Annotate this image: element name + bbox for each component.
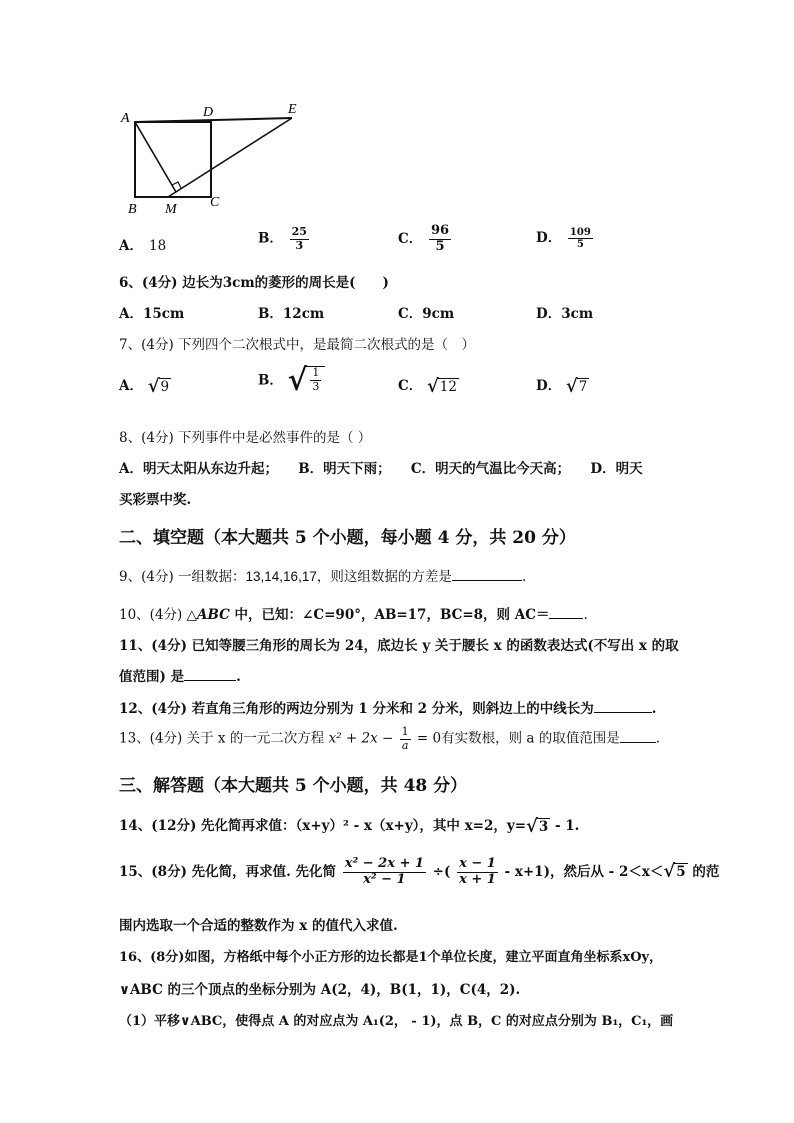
q8-options-line1: A．明天太阳从东边升起； B．明天下雨； C．明天的气温比今天高； D．明天 xyxy=(119,461,643,477)
q16-line2: ∨ABC 的三个顶点的坐标分别为 A(2，4)，B(1，1)，C(4，2). xyxy=(119,982,521,998)
geometry-figure xyxy=(112,96,312,221)
q10-answer-blank[interactable] xyxy=(549,618,583,619)
q14-sqrt: √ 3 xyxy=(526,815,549,837)
q5-option-c: C． $\frac{96}{5}$ xyxy=(398,223,450,254)
q7-option-a: A． √ 9 xyxy=(119,375,170,397)
q6-option-a: A．15cm xyxy=(119,306,185,322)
segment-am xyxy=(135,122,176,192)
q12-answer-blank[interactable] xyxy=(594,712,652,713)
label-d: D xyxy=(203,105,214,120)
section-3-heading: 三、解答题（本大题共 5 个小题，共 48 分） xyxy=(119,776,468,796)
q7-b-sqrt: √ $\frac{1}{3}$ xyxy=(288,366,326,396)
q13-answer-blank[interactable] xyxy=(620,742,656,743)
q15-line2: 围内选取一个合适的整数作为 x 的值代入求值. xyxy=(119,918,398,934)
q8-stem: 8、(4分) 下列事件中是必然事件的是（ ） xyxy=(119,430,372,446)
q7-option-c: C． √ 12 xyxy=(398,375,457,397)
segment-ae xyxy=(135,118,292,122)
label-a: A xyxy=(121,111,130,126)
q7-a-sqrt: √ 9 xyxy=(147,375,170,397)
q8-options-line2: 买彩票中奖. xyxy=(119,492,192,508)
q7-c-sqrt: √ 12 xyxy=(426,375,457,397)
q7-d-sqrt: √ 7 xyxy=(565,375,588,397)
q7-option-b: B． √ $\frac{1}{3}$ xyxy=(258,366,325,396)
q16-line3: （1）平移∨ABC，使得点 A 的对应点为 A₁(2， - 1)，点 B，C 的对应点分别为 B₁，C₁，画 xyxy=(119,1014,674,1029)
q5-option-d: D． $\frac{109}{5}$ xyxy=(536,226,591,250)
q6-option-b: B．12cm xyxy=(258,306,325,322)
label-c: C xyxy=(210,195,220,210)
q5-c-fraction: $\frac{96}{5}$ xyxy=(430,223,450,254)
label-e: E xyxy=(288,102,297,117)
q15-line1: 15、(8分) 先化简，再求值. 先化简 $\frac{\text{x² − 2x + 1}}{\text{x² − 1}}$ ÷( $\frac{x - 1}{x + 1}$ - x+1)，然后从 - 2＜x＜ √ 5 的范 xyxy=(119,856,720,887)
q13: 13、(4分) 关于 x 的一元二次方程 x² + 2x − $\frac{1}{a}$ = 0有实数根，则 a 的取值范围是 . xyxy=(119,725,661,752)
q15-fraction-2: $\frac{x - 1}{x + 1}$ xyxy=(459,856,496,887)
q15-sqrt: √ 5 xyxy=(663,861,686,883)
q7-stem: 7、(4分) 下列四个二次根式中，是最简二次根式的是（ ） xyxy=(119,337,476,353)
q11-line2: 值范围) 是 . xyxy=(119,669,241,685)
q16-line1: 16、(8分)如图，方格纸中每个小正方形的边长都是1个单位长度，建立平面直角坐标系xOy， xyxy=(119,950,663,965)
label-m: M xyxy=(165,202,177,217)
q6-option-c: C．9cm xyxy=(398,306,455,322)
q5-option-b: B． $\frac{25}{3}$ xyxy=(258,225,307,252)
q13-fraction: $\frac{1}{a}$ xyxy=(401,725,409,752)
q5-d-fraction: $\frac{109}{5}$ xyxy=(569,226,591,250)
q9-answer-blank[interactable] xyxy=(452,580,522,581)
segment-me xyxy=(168,118,292,197)
q5-b-fraction: $\frac{25}{3}$ xyxy=(291,225,307,252)
q7-option-d: D． √ 7 xyxy=(536,375,588,397)
q14: 14、(12分) 先化简再求值：（x+y）² - x（x+y），其中 x=2，y= √ 3 - 1. xyxy=(119,815,580,837)
q9: 9、(4分) 一组数据：13,14,16,17，则这组数据的方差是 . xyxy=(119,569,527,585)
q12: 12、(4分) 若直角三角形的两边分别为 1 分米和 2 分米，则斜边上的中线长为 . xyxy=(119,701,657,717)
q11-answer-blank[interactable] xyxy=(184,680,236,681)
q5-option-a: A． 18 xyxy=(119,238,167,254)
section-2-heading: 二、填空题（本大题共 5 个小题，每小题 4 分，共 20 分） xyxy=(119,528,576,548)
q10: 10、(4分) △ABC 中，已知：∠C=90°，AB=17，BC=8，则 AC＝ . xyxy=(119,607,588,623)
q6-stem: 6、(4分) 边长为3cm的菱形的周长是( ) xyxy=(119,275,389,291)
label-b: B xyxy=(128,202,137,217)
q6-option-d: D．3cm xyxy=(536,306,594,322)
q15-fraction-1: $\frac{\text{x² − 2x + 1}}{\text{x² − 1}}$ xyxy=(344,856,424,887)
q11-line1: 11、(4分) 已知等腰三角形的周长为 24，底边长 y 关于腰长 x 的函数表达式(不写出 x 的取 xyxy=(119,638,679,654)
